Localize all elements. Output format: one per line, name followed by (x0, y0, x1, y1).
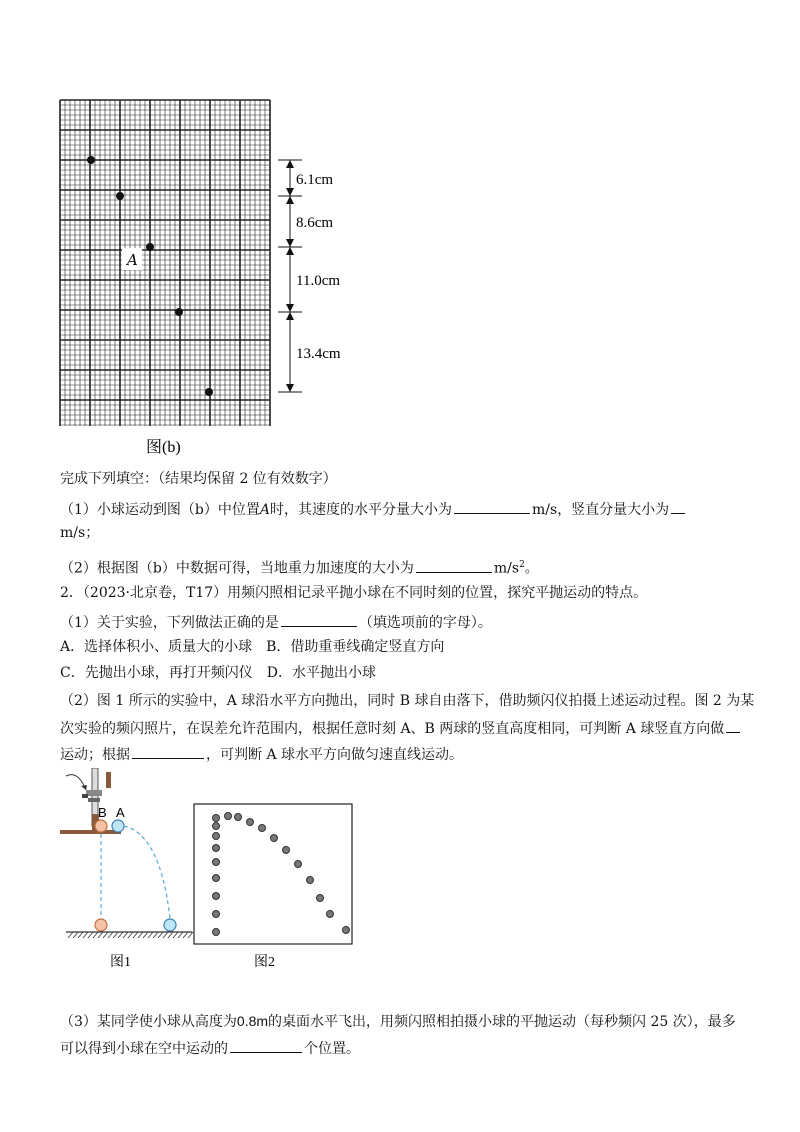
strobe-ball-15 (283, 847, 290, 854)
answer-blank-correct-option[interactable] (281, 612, 357, 627)
option-a[interactable]: A．选择体积小、质量大的小球 (60, 639, 253, 655)
question-1-line-2 (60, 524, 99, 542)
strobe-ball-9 (213, 929, 220, 936)
strobe-ball-8 (213, 911, 220, 918)
answer-blank-vertical-motion[interactable] (726, 718, 740, 733)
strobe-ball-10 (225, 813, 232, 820)
options-row-1 (60, 638, 444, 656)
problem-2-q2-line-1 (60, 692, 754, 710)
answer-blank-vertical-velocity[interactable] (671, 499, 685, 514)
question-1-line (60, 499, 687, 519)
q1-text-pre: （1）小球运动到图（b）中位置 (60, 502, 260, 518)
strobe-ball-7 (213, 893, 220, 900)
apparatus-diagrams (60, 768, 360, 978)
problem-2-q3-line-1 (60, 1012, 736, 1031)
instruction-text: 完成下列填空：（结果均保留 2 位有效数字） (60, 471, 337, 487)
problem-2-q2-line-2 (60, 718, 742, 738)
p2-q1-pre: （1）关于实验，下列做法正确的是 (60, 615, 279, 631)
q2-unit: m/s (493, 560, 520, 577)
q2-text-post: 。 (524, 560, 539, 577)
figure-2-caption: 图2 (254, 955, 275, 970)
q2-text-pre: （2）根据图（b）中数据可得，当地重力加速度的大小为 (60, 560, 414, 577)
instruction-line (60, 470, 337, 488)
p2-q2-line2-text: 次实验的频闪照片，在误差允许范围内，根据任意时刻 A、B 两球的竖直高度相同，可判断 A 球竖直方向做 (60, 721, 725, 737)
ball-b-end (95, 919, 107, 931)
problem-2-title-text: 2．（2023·北京卷，T17）用频闪照相记录平抛小球在不同时刻的位置，探究平抛运动的特点。 (60, 585, 648, 601)
p2-q3-height: 0.8m (236, 1013, 269, 1029)
strobe-ball-3 (213, 833, 220, 840)
option-b[interactable]: B．借助重垂线确定竖直方向 (266, 639, 445, 655)
ball-dot-5 (205, 388, 213, 396)
strobe-ball-1 (213, 815, 220, 822)
figure-2-photo (194, 804, 352, 970)
grid-diagram (56, 96, 376, 460)
strobe-ball-18 (317, 895, 324, 902)
strobe-ball-20 (343, 927, 350, 934)
answer-blank-horizontal-velocity[interactable] (454, 499, 530, 514)
strobe-ball-11 (235, 814, 242, 821)
strobe-ball-13 (259, 825, 266, 832)
ball-b-start (95, 820, 107, 832)
figure-1-apparatus (60, 768, 193, 970)
q1b-post: ； (85, 525, 100, 541)
strobe-ball-5 (213, 859, 220, 866)
answer-blank-horizontal-basis[interactable] (132, 744, 204, 759)
q1b-unit: m/s (60, 525, 86, 541)
label-a: A (116, 805, 125, 820)
strobe-ball-16 (295, 861, 302, 868)
figures-1-2 (60, 768, 360, 978)
ball-dot-2 (116, 192, 124, 200)
p2-q3-line2-pre: 可以得到小球在空中运动的 (60, 1041, 228, 1057)
q1-var: A (259, 502, 270, 518)
ball-dot-1 (87, 156, 95, 164)
option-c[interactable]: C．先抛出小球，再打开频闪仪 (60, 665, 253, 681)
strobe-ball-19 (327, 911, 334, 918)
options-row-2 (60, 664, 376, 682)
figure-b-caption: 图(b) (146, 439, 181, 456)
answer-blank-position-count[interactable] (230, 1038, 302, 1053)
p2-q3-pre: （3）某同学使小球从高度为 (60, 1014, 237, 1030)
q1-unit: m/s (532, 502, 558, 518)
interval-label-1: 6.1cm (296, 172, 334, 188)
p2-q1-post: （填选项前的字母）。 (358, 615, 492, 631)
problem-2-q2-line-3 (60, 744, 463, 764)
interval-label-3: 11.0cm (296, 273, 341, 289)
q2-unit-sup: 2 (519, 560, 525, 570)
label-b: B (98, 805, 107, 820)
p2-q2-line3-post: ，可判断 A 球水平方向做匀速直线运动。 (206, 747, 464, 763)
q1-text-post: ，竖直分量大小为 (557, 502, 670, 518)
strobe-ball-12 (247, 819, 254, 826)
strobe-ball-2 (213, 823, 220, 830)
ball-a-end (164, 919, 176, 931)
q1-text-mid: 时，其速度的水平分量大小为 (270, 502, 452, 518)
strobe-ball-14 (271, 835, 278, 842)
ball-dot-4 (175, 308, 183, 316)
question-2-line (60, 556, 539, 578)
problem-2-q3-line-2 (60, 1038, 360, 1058)
p2-q3-mid: 的桌面水平飞出，用频闪照相拍摄小球的平抛运动（每秒频闪 25 次），最多 (268, 1014, 736, 1030)
strobe-ball-6 (213, 875, 220, 882)
option-d[interactable]: D．水平抛出小球 (266, 665, 376, 681)
ball-dot-3 (146, 243, 154, 251)
strobe-ball-17 (307, 877, 314, 884)
point-label: A (127, 251, 138, 269)
interval-label-4: 13.4cm (296, 346, 341, 362)
p2-q2-line3-pre: 运动；根据 (60, 747, 130, 763)
problem-2-q1-line (60, 612, 492, 632)
figure-1-caption: 图1 (110, 955, 131, 970)
answer-blank-gravity[interactable] (416, 558, 492, 573)
p2-q2-line1-text: （2）图 1 所示的实验中，A 球沿水平方向抛出，同时 B 球自由落下，借助频闪仪拍摄上述运动过程。图 2 为某 (60, 693, 755, 709)
figure-b (56, 96, 376, 460)
ball-a-start (112, 820, 124, 832)
strobe-ball-4 (213, 845, 220, 852)
p2-q3-line2-post: 个位置。 (304, 1041, 360, 1057)
interval-label-2: 8.6cm (296, 215, 334, 231)
problem-2-title (60, 584, 647, 602)
